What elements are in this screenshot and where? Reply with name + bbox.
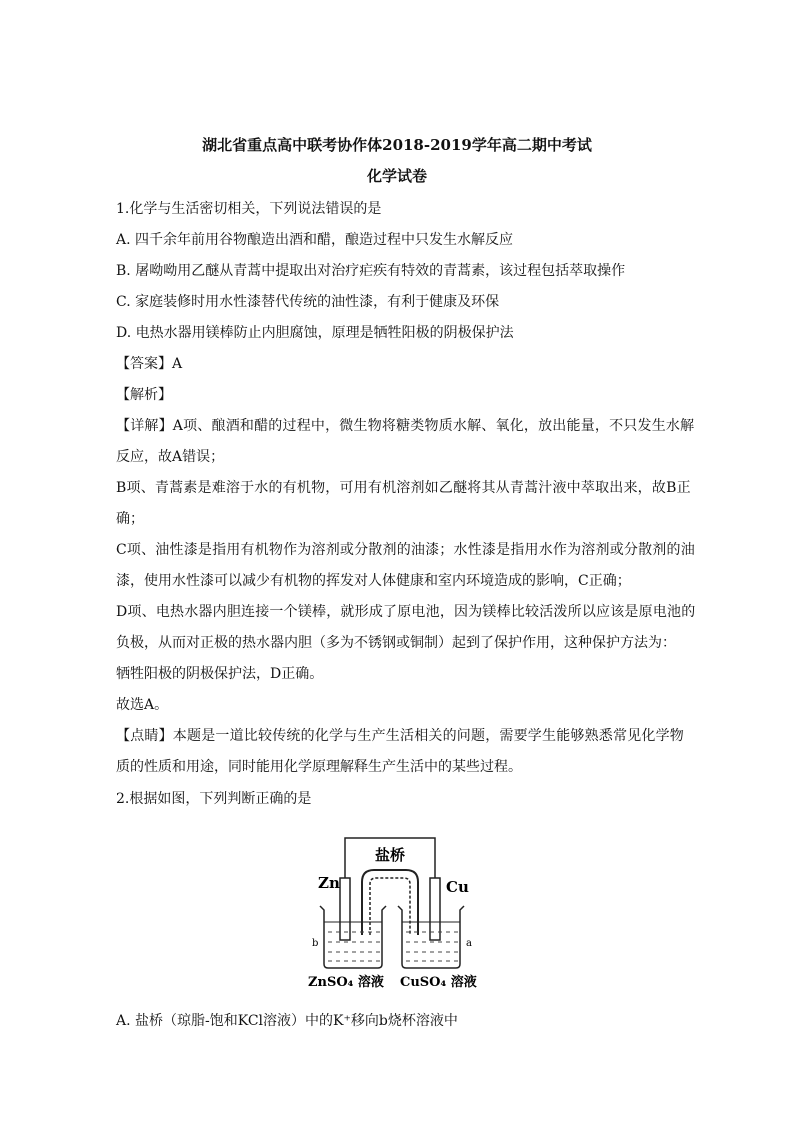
q1-detail-line: 漆，使用水性漆可以减少有机物的挥发对人体健康和室内环境造成的影响，C正确； xyxy=(116,573,631,589)
q1-detail-line: 确； xyxy=(116,511,144,527)
q1-analysis-label: 【解析】 xyxy=(116,387,172,403)
q1-detail-line: 【详解】A项、酿酒和醋的过程中，微生物将糖类物质水解、氧化，放出能量，不只发生水解 xyxy=(116,418,695,434)
q1-detail-line: B项、青蒿素是难溶于水的有机物，可用有机溶剂如乙醚将其从青蒿汁液中萃取出来，故B正 xyxy=(116,480,691,496)
galvanic-cell-diagram xyxy=(300,830,500,990)
q1-comment-line: 质的性质和用途，同时能用化学原理解释生产生活中的某些过程。 xyxy=(116,759,522,775)
q1-conclusion: 故选A。 xyxy=(116,697,169,713)
left-beaker xyxy=(320,906,386,968)
question-1-stem: 1.化学与生活密切相关，下列说法错误的是 xyxy=(116,201,382,217)
q1-detail-line: 负极，从而对正极的热水器内胆（多为不锈钢或铜制）起到了保护作用，这种保护方法为： xyxy=(116,635,676,651)
q1-comment-line: 【点睛】本题是一道比较传统的化学与生产生活相关的问题，需要学生能够熟悉常见化学物 xyxy=(116,728,684,744)
q2-option-a: A. 盐桥（琼脂-饱和KCl溶液）中的K⁺移向b烧杯溶液中 xyxy=(116,1013,458,1029)
zn-electrode xyxy=(340,878,350,940)
right-solution-label: CuSO₄ 溶液 xyxy=(400,975,477,990)
beaker-a-label: a xyxy=(466,938,472,949)
q1-option-c: C. 家庭装修时用水性漆替代传统的油性漆，有利于健康及环保 xyxy=(116,294,500,310)
cu-electrode xyxy=(430,878,440,940)
q1-detail-line: C项、油性漆是指用有机物作为溶剂或分散剂的油漆；水性漆是指用水作为溶剂或分散剂的油 xyxy=(116,542,695,558)
zn-label: Zn xyxy=(318,874,340,892)
q1-detail-line: 反应，故A错误； xyxy=(116,449,225,465)
doc-title: 湖北省重点高中联考协作体2018-2019学年高二期中考试 xyxy=(202,136,592,154)
salt-bridge-label: 盐桥 xyxy=(374,846,406,864)
q1-answer: 【答案】A xyxy=(116,356,183,372)
beaker-b-label: b xyxy=(312,938,319,949)
q1-detail-line: D项、电热水器内胆连接一个镁棒，就形成了原电池，因为镁棒比较活泼所以应该是原电池的 xyxy=(116,604,696,620)
question-2-stem: 2.根据如图，下列判断正确的是 xyxy=(116,791,312,807)
cu-label: Cu xyxy=(446,878,469,896)
q1-option-b: B. 屠呦呦用乙醚从青蒿中提取出对治疗疟疾有特效的青蒿素，该过程包括萃取操作 xyxy=(116,263,626,279)
q1-option-a: A. 四千余年前用谷物酿造出酒和醋，酿造过程中只发生水解反应 xyxy=(116,232,514,248)
q1-option-d: D. 电热水器用镁棒防止内胆腐蚀，原理是牺牲阳极的阴极保护法 xyxy=(116,325,514,341)
doc-subtitle: 化学试卷 xyxy=(366,167,427,185)
left-solution-label: ZnSO₄ 溶液 xyxy=(308,975,384,990)
q1-detail-line: 牺牲阳极的阴极保护法，D正确。 xyxy=(116,666,324,682)
